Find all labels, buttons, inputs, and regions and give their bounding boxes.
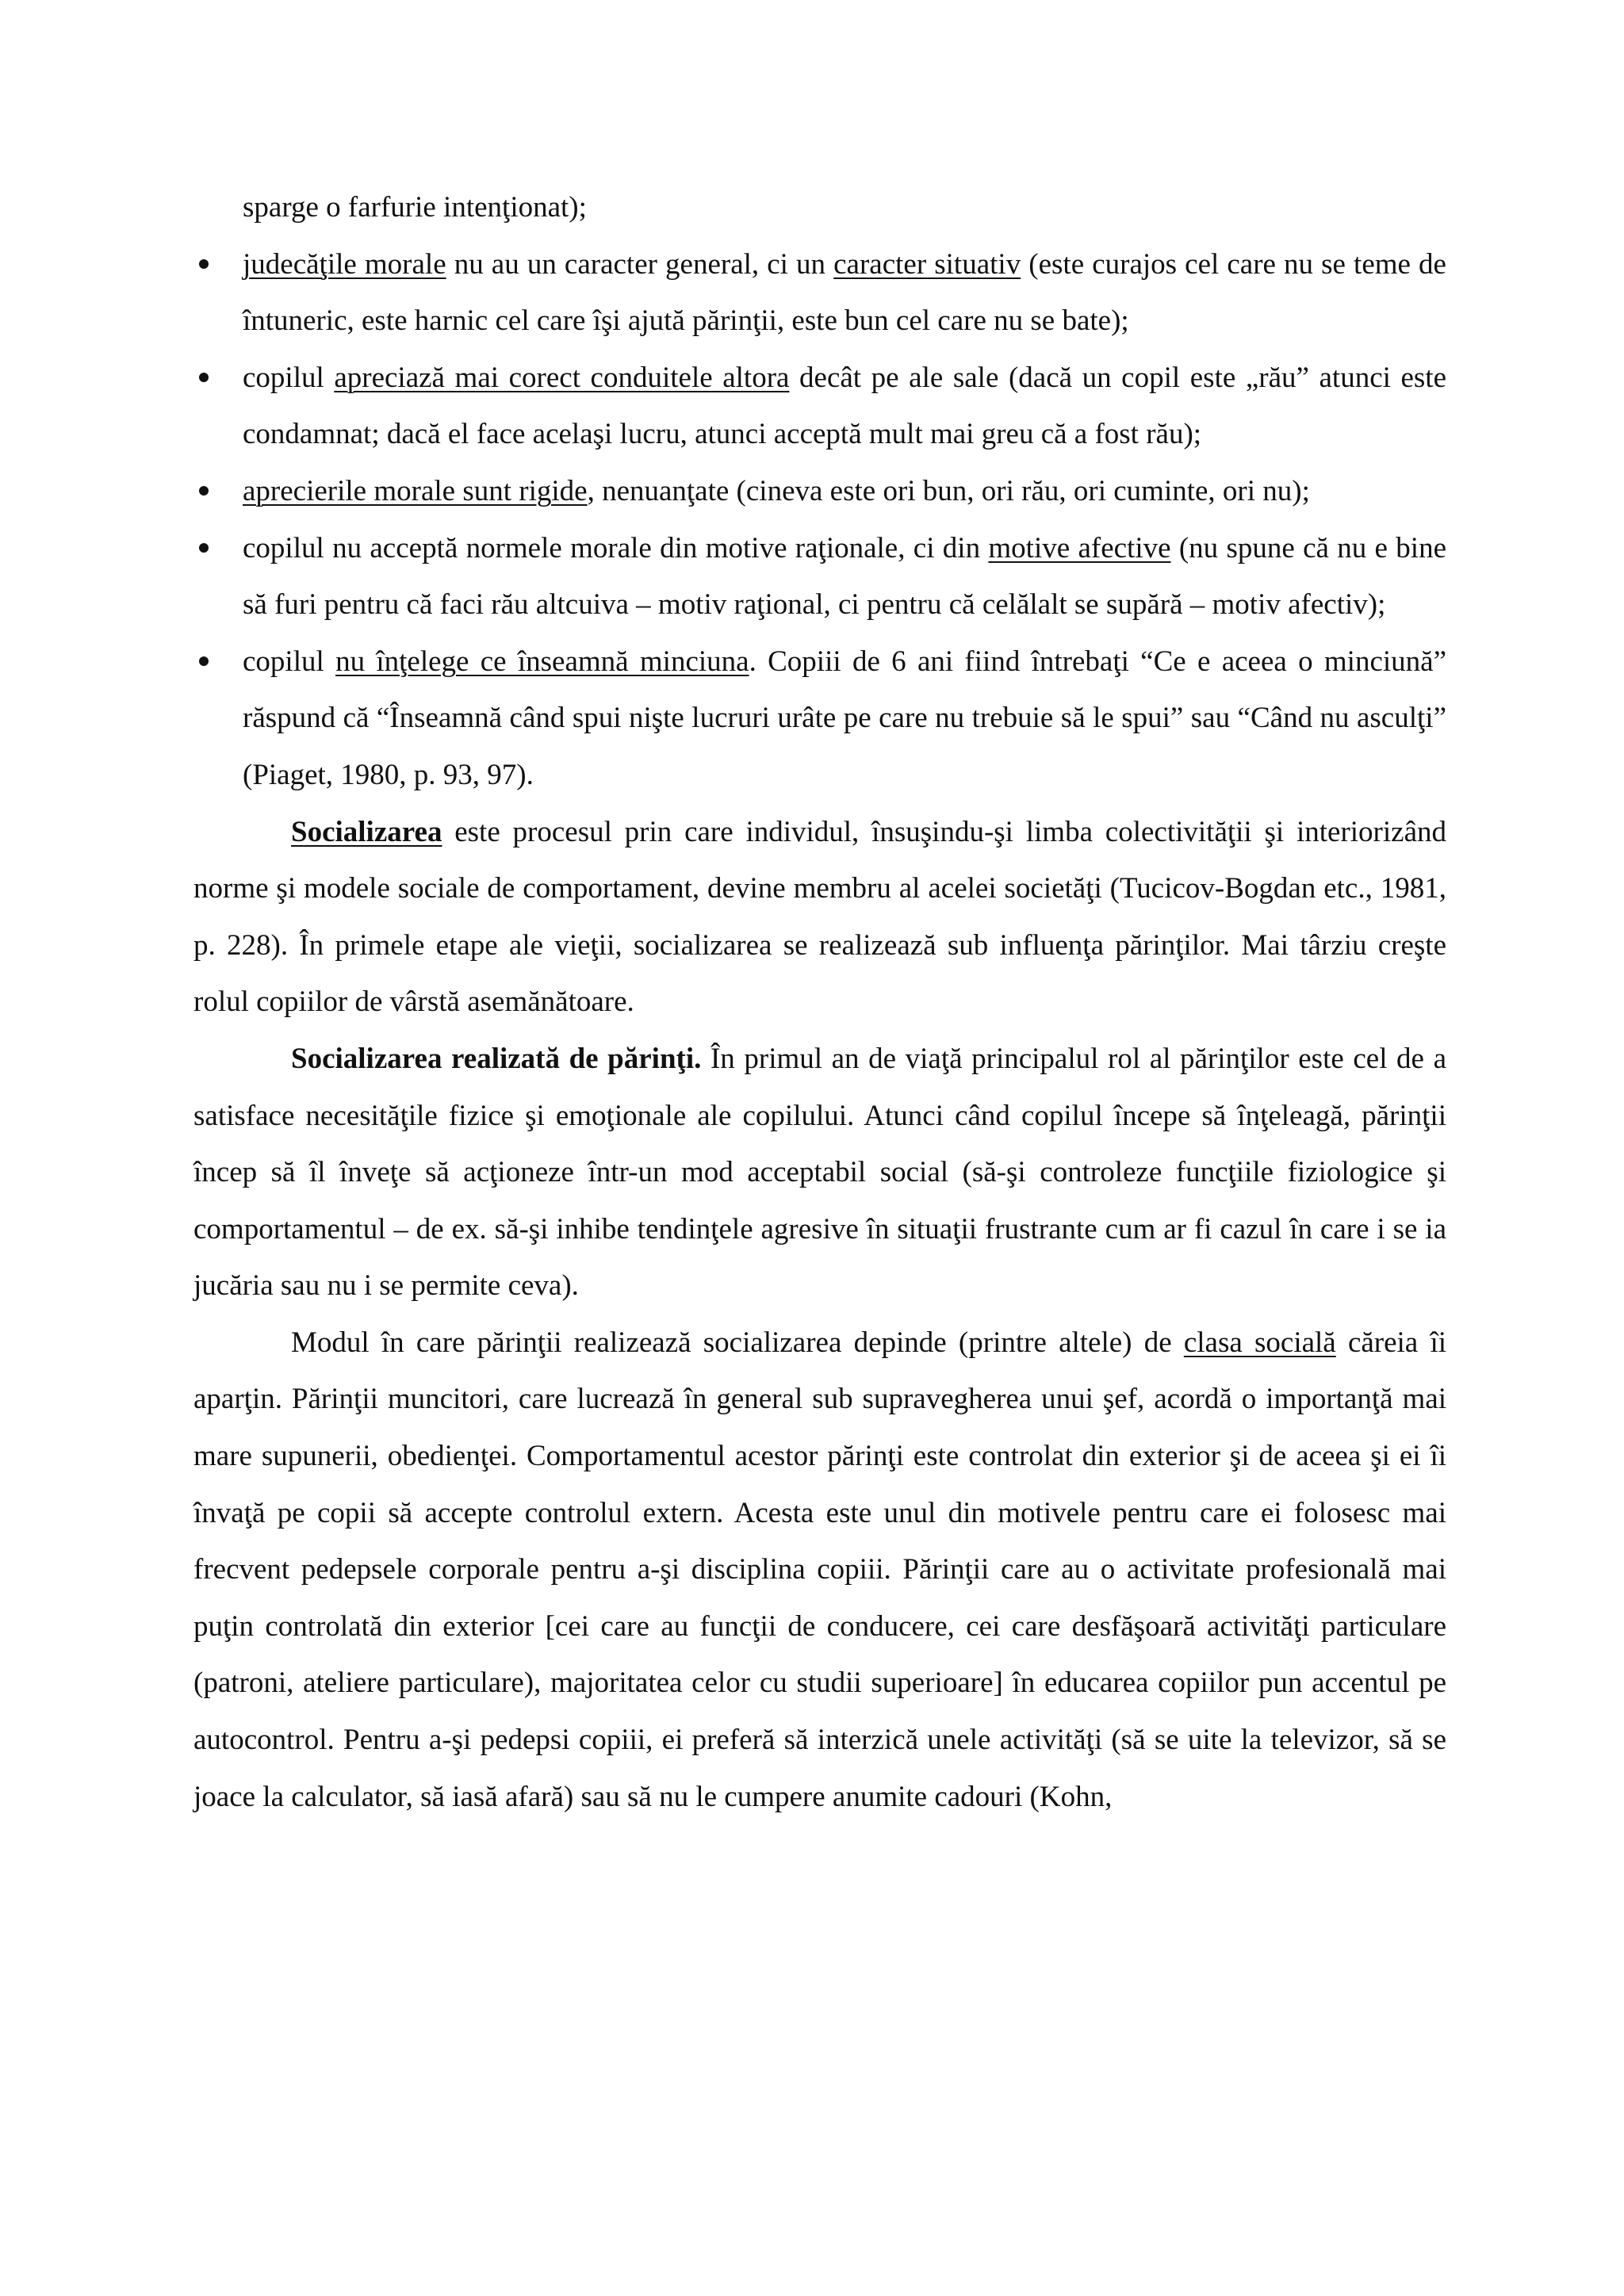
list-item <box>193 463 1446 520</box>
list-continuation: sparge o farfurie intenţionat); <box>243 191 587 224</box>
underlined-term: judecăţile morale <box>243 247 446 281</box>
paragraph-clasa-sociala <box>193 1314 1446 1825</box>
bullet-icon <box>199 486 209 496</box>
list-item-text: (este curajos cel care nu se teme de întuneric, este harnic cel care îşi ajută părinţii, este bun cel care nu se bate); <box>243 247 1446 338</box>
list-item-text: copilul <box>243 645 336 678</box>
underlined-term: apreciază mai corect conduitele altora <box>334 361 790 394</box>
list-item-text: copilul nu acceptă normele morale din motive raţionale, ci din <box>243 531 989 564</box>
paragraph-text: căreia îi aparţin. Părinţii muncitori, care lucrează în general sub supravegherea unui şef, acordă o importanţă mai mare supunerii, obedienţei. Comportamentul acestor părinţi este controlat din exterior şi de aceea şi ei îi învaţă pe copii să accepte controlul extern. Acesta este unul din motivele pentru care ei folosesc mai frecvent pedepsele corporale pentru a-şi disciplina copiii. Părinţii care au o activitate profesională mai puţin controlată din exterior [cei care au funcţii de conducere, cei care desfăşoară activităţi particulare (patroni, ateliere particulare), majoritatea celor cu studii superioare] în educarea copiilor pun accentul pe autocontrol. Pentru a-şi pedepsi copiii, ei preferă să interzică unele activităţi (să se uite la televizor, să se joace la calculator, să iasă afară) sau să nu le cumpere anumite cadouri (Kohn, <box>193 1326 1447 1813</box>
paragraph-text: În primul an de viaţă principalul rol al părinţilor este cel de a satisface necesităţile fizice şi emoţionale ale copilului. Atunci când copilul începe să înţeleagă, părinţii încep să îl înveţe să acţioneze într-un mod acceptabil social (să-şi controleze funcţiile fiziologice şi comportamentul – de ex. să-şi inhibe tendinţele agresive în situaţii frustrante cum ar fi cazul în care i se ia jucăria sau nu i se permite ceva). <box>193 1042 1446 1303</box>
bullet-icon <box>199 259 209 269</box>
bullet-icon <box>199 373 209 382</box>
list-item-text: copilul <box>243 361 335 394</box>
bullet-icon <box>199 543 209 553</box>
paragraph-text: este procesul prin care individul, însuşindu-şi limba colectivităţii şi interiorizând norme şi modele sociale de comportament, devine membru al acelei societăţi (Tucicov-Bogdan etc., 1981, p. 228). În primele etape ale vieţii, socializarea se realizează sub influenţa părinţilor. Mai târziu creşte rolul copiilor de vârstă asemănătoare. <box>193 815 1446 1019</box>
underlined-term: motive afective <box>988 531 1171 564</box>
underlined-term: aprecierile morale sunt rigide <box>243 474 588 507</box>
paragraph-text: Modul în care părinţii realizează socializarea depinde (printre altele) de <box>291 1326 1184 1359</box>
bullet-icon <box>199 656 209 666</box>
list-item <box>193 520 1446 633</box>
document-page <box>193 179 1446 1825</box>
underlined-term: nu înţelege ce înseamnă minciuna <box>335 645 749 678</box>
list-item <box>193 236 1446 350</box>
list-item-text: (nu spune că nu e bine să furi pentru că faci rău altcuiva – motiv raţional, ci pentru că celălalt se supără – motiv afectiv); <box>243 531 1446 622</box>
underlined-term: caracter situativ <box>833 247 1021 281</box>
list-item <box>193 350 1446 463</box>
section-heading: Socializarea realizată de părinţi. <box>291 1042 702 1075</box>
list-item-text: nu au un caracter general, ci un <box>446 247 834 281</box>
paragraph-socializarea <box>193 804 1446 1031</box>
paragraph-parinti <box>193 1031 1446 1314</box>
bullet-list <box>193 236 1446 804</box>
list-item <box>193 633 1446 804</box>
list-item-text: . Copiii de 6 ani fiind întrebaţi “Ce e aceea o minciună” răspund că “Înseamnă când spui nişte lucruri urâte pe care nu trebuie să le spui” sau “Când nu asculţi” (Piaget, 1980, p. 93, 97). <box>243 645 1446 791</box>
list-item-text: decât pe ale sale (dacă un copil este „rău” atunci este condamnat; dacă el face acelaşi lucru, atunci acceptă mult mai greu că a fost rău); <box>243 361 1447 451</box>
underlined-term: clasa socială <box>1183 1326 1336 1359</box>
bold-term: Socializarea <box>291 815 442 848</box>
list-item-text: , nenuanţate (cineva este ori bun, ori rău, ori cuminte, ori nu); <box>587 474 1310 507</box>
